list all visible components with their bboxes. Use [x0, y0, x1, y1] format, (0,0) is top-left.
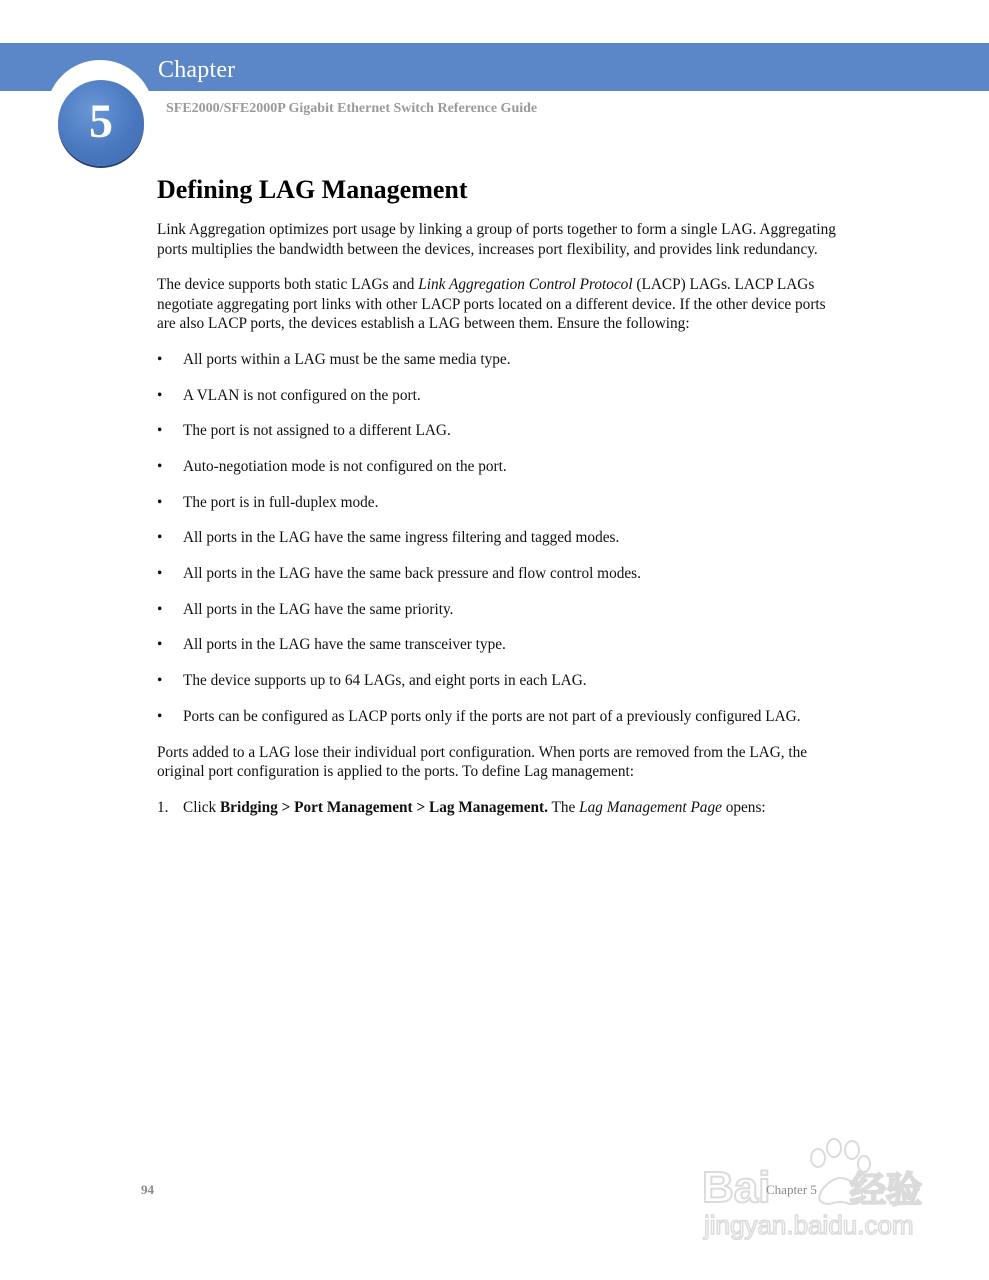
watermark-brand-cn: 经验 [850, 1170, 923, 1211]
watermark-brand: Bai [702, 1163, 771, 1212]
list-item: • The port is in full-duplex mode. [157, 493, 379, 511]
chapter-banner [0, 43, 989, 91]
step-1: 1. Click Bridging > Port Management > Lag Management. The Lag Management Page opens: [157, 798, 766, 816]
watermark-url: jingyan.baidu.com [704, 1210, 914, 1240]
list-item: • The port is not assigned to a different LAG. [157, 422, 451, 440]
list-item: • All ports in the LAG have the same back pressure and flow control modes. [157, 565, 641, 583]
list-item: • A VLAN is not configured on the port. [157, 386, 421, 404]
list-item: • Auto-negotiation mode is not configured on the port. [157, 458, 507, 476]
chapter-number-badge [58, 80, 144, 166]
paragraph-ports: Ports added to a LAG lose their individual port configuration. When ports are removed from the LAG, the original port configuration is applied to the ports. To define Lag management: [157, 743, 808, 781]
lacp-term: Link Aggregation Control Protocol [418, 276, 633, 294]
step-number: 1. [157, 798, 169, 816]
baidu-watermark [700, 1130, 940, 1240]
menu-path: Bridging > Port Management > Lag Management. [219, 798, 548, 816]
list-item: • All ports within a LAG must be the same media type. [157, 350, 511, 368]
list-item: • The device supports up to 64 LAGs, and eight ports in each LAG. [157, 672, 587, 690]
list-item: • Ports can be configured as LACP ports only if the ports are not part of a previously configured LAG. [157, 707, 801, 725]
chapter-label: Chapter [158, 57, 236, 83]
footer-chapter-label: Chapter 5 [766, 1182, 817, 1197]
guide-title: SFE2000/SFE2000P Gigabit Ethernet Switch Reference Guide [166, 101, 538, 116]
page-name: Lag Management Page [579, 798, 722, 816]
section-body [157, 220, 847, 817]
list-item: • All ports in the LAG have the same ingress filtering and tagged modes. [157, 529, 620, 547]
list-item: • All ports in the LAG have the same transceiver type. [157, 636, 506, 654]
list-item: • All ports in the LAG have the same priority. [157, 600, 454, 618]
paragraph-intro: Link Aggregation optimizes port usage by linking a group of ports together to form a single LAG. Aggregating ports multiplies the bandwidth between the devices, increases port flexibility, and provides link redundancy. [157, 221, 836, 258]
requirements-list [157, 350, 847, 726]
paragraph-lacp: The device supports both static LAGs and Link Aggregation Control Protocol (LACP) LAGs. LACP LAGs negotiate aggregating port links with other LACP ports located on a different device. If the other device ports are also LACP ports, the devices establish a LAG between them. Ensure the following: [157, 276, 826, 333]
chapter-number: 5 [89, 95, 113, 148]
page-number: 94 [141, 1182, 154, 1197]
section-heading: Defining LAG Management [157, 175, 468, 204]
